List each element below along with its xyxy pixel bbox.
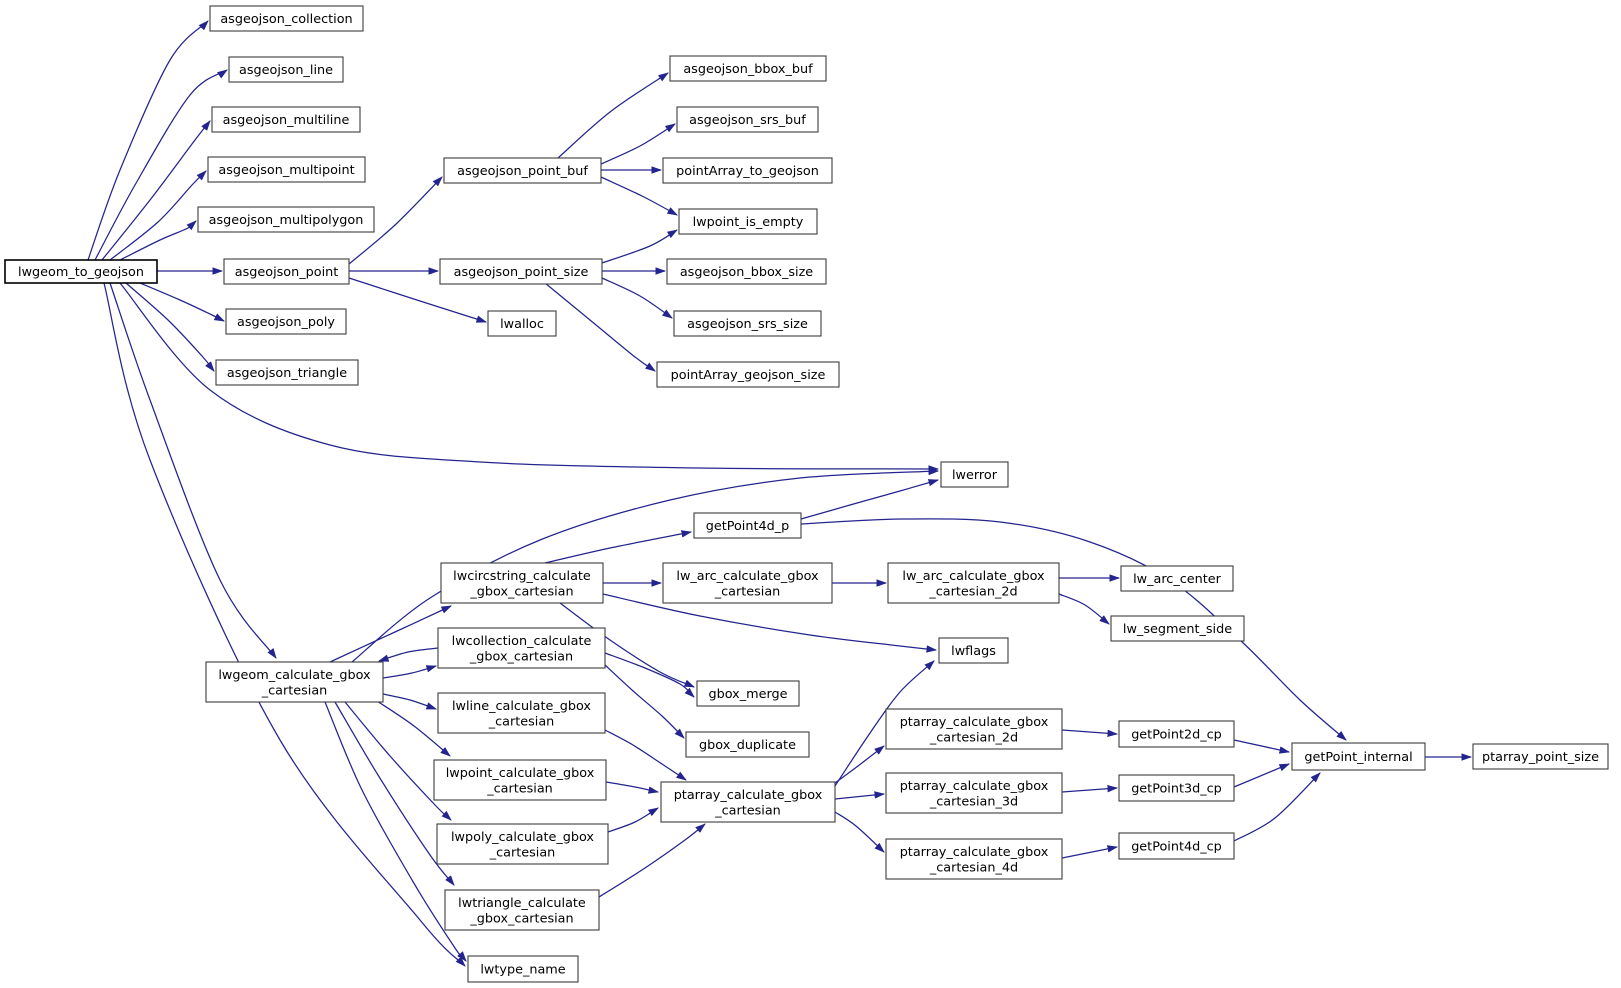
node-label-gbox_duplicate (699, 738, 796, 753)
node-label-line: getPoint4d_cp (1131, 839, 1222, 855)
node-label-line: _cartesian (489, 845, 556, 861)
edge-lwgeom_to_geojson-to-asgeojson_poly (140, 283, 224, 321)
node-label-line: asgeojson_poly (237, 315, 335, 330)
node-asgeojson_multiline[interactable] (212, 107, 360, 132)
node-ptarray_calculate_gbox_cartesian_2d[interactable] (886, 709, 1062, 749)
edge-asgeojson_point-to-lwalloc (349, 278, 486, 322)
node-asgeojson_poly[interactable] (226, 309, 346, 334)
node-lw_arc_calculate_gbox_cartesian_2d[interactable] (888, 563, 1059, 603)
node-label-line: asgeojson_multipolygon (208, 213, 364, 228)
node-label-line: getPoint4d_p (705, 519, 790, 534)
edge-lwgeom_to_geojson-to-asgeojson_collection (88, 21, 208, 260)
node-label-asgeojson_multipoint (218, 163, 354, 178)
node-label-line: lwtype_name (480, 962, 566, 978)
node-getPoint2d_cp[interactable] (1119, 721, 1234, 747)
node-label-line: ptarray_point_size (1482, 750, 1599, 765)
node-asgeojson_triangle[interactable] (216, 360, 358, 385)
node-lwcollection_calculate_gbox_cartesian[interactable] (438, 628, 605, 668)
node-label-line: _cartesian_4d (929, 860, 1019, 876)
node-asgeojson_bbox_size[interactable] (667, 259, 826, 284)
edge-lwcollection_calculate_gbox_cartesian-to-gbox_duplicate (605, 665, 684, 738)
node-lwgeom_to_geojson (5, 260, 157, 283)
node-label-lwgeom_to_geojson (18, 265, 144, 280)
node-gbox_merge[interactable] (697, 681, 799, 706)
node-lwpoint_is_empty[interactable] (679, 209, 817, 234)
edge-ptarray_calculate_gbox_cartesian-to-ptarray_calculate_gbox_cartesian_4d (835, 812, 884, 852)
node-label-getPoint2d_cp (1131, 728, 1222, 743)
node-label-gbox_merge (708, 687, 787, 702)
node-label-asgeojson_triangle (227, 366, 347, 381)
node-label-line: getPoint_internal (1304, 750, 1413, 765)
node-label-line: asgeojson_line (239, 63, 333, 78)
edge-asgeojson_point_size-to-asgeojson_srs_size (602, 278, 672, 318)
node-label-line: asgeojson_bbox_size (679, 265, 814, 280)
node-lwpoint_calculate_gbox_cartesian[interactable] (434, 760, 606, 800)
node-label-lw_segment_side (1123, 622, 1232, 637)
edge-ptarray_calculate_gbox_cartesian_2d-to-getPoint2d_cp (1062, 730, 1117, 734)
node-label-getPoint_internal (1304, 750, 1412, 765)
node-label-getPoint4d_p (706, 519, 790, 534)
node-label-getPoint3d_cp (1131, 782, 1222, 797)
node-ptarray_calculate_gbox_cartesian_4d[interactable] (886, 839, 1062, 879)
node-label-line: lwflags (951, 644, 996, 659)
node-label-asgeojson_srs_size (687, 317, 808, 332)
node-lwline_calculate_gbox_cartesian[interactable] (438, 693, 605, 733)
node-lwalloc[interactable] (488, 311, 556, 336)
node-label-line: getPoint3d_cp (1131, 781, 1222, 797)
node-label-lwtriangle_calculate_gbox_cartesian (458, 896, 586, 927)
node-label-line: lwpoint_calculate_gbox (445, 765, 595, 781)
node-label-line: asgeojson_point (234, 265, 339, 280)
node-label-line: _gbox_cartesian (470, 584, 574, 600)
edge-lwcircstring_calculate_gbox_cartesian-to-getPoint4d_p (545, 532, 691, 563)
node-label-line: _cartesian (715, 803, 781, 819)
node-label-lwflags (951, 644, 996, 659)
edge-lwtriangle_calculate_gbox_cartesian-to-ptarray_calculate_gbox_cartesian (599, 824, 705, 897)
edge-lwgeom_to_geojson-to-asgeojson_multipolygon (120, 221, 196, 260)
node-label-lwtype_name (480, 963, 565, 978)
node-label-line: lwline_calculate_gbox (451, 698, 592, 714)
node-label-line: getPoint2d_cp (1131, 727, 1222, 743)
node-label-line: asgeojson_bbox_buf (683, 62, 813, 77)
node-label-lwcollection_calculate_gbox_cartesian (452, 634, 592, 665)
node-asgeojson_multipolygon[interactable] (198, 207, 374, 232)
edge-lwpoly_calculate_gbox_cartesian-to-ptarray_calculate_gbox_cartesian (608, 808, 658, 832)
node-label-line: _cartesian (487, 781, 553, 797)
node-lwcircstring_calculate_gbox_cartesian[interactable] (441, 563, 603, 603)
node-label-line: asgeojson_multipoint (218, 163, 355, 178)
edge-getPoint2d_cp-to-getPoint_internal (1234, 740, 1289, 752)
node-label-asgeojson_point (235, 265, 339, 280)
node-label-line: _gbox_cartesian (469, 649, 574, 665)
node-label-line: asgeojson_multiline (222, 113, 350, 128)
node-label-line: _gbox_cartesian (470, 911, 574, 927)
edge-getPoint4d_cp-to-getPoint_internal (1234, 773, 1320, 841)
node-getPoint4d_cp[interactable] (1119, 833, 1234, 859)
node-label-line: asgeojson_triangle (226, 366, 348, 381)
node-lw_segment_side[interactable] (1111, 616, 1244, 641)
node-pointArray_geojson_size[interactable] (657, 362, 839, 387)
node-lwtriangle_calculate_gbox_cartesian[interactable] (445, 890, 599, 930)
node-label-line: gbox_merge (708, 687, 788, 702)
node-ptarray_point_size[interactable] (1473, 744, 1608, 769)
edge-lwcollection_calculate_gbox_cartesian-to-lwgeom_calculate_gbox_cartesian (379, 648, 438, 661)
node-label-asgeojson_bbox_size (680, 265, 813, 280)
node-lwgeom_calculate_gbox_cartesian[interactable] (206, 662, 383, 702)
edge-ptarray_calculate_gbox_cartesian-to-ptarray_calculate_gbox_cartesian_2d (835, 746, 884, 783)
edge-lwgeom_to_geojson-to-asgeojson_multiline (102, 121, 210, 260)
node-label-line: gbox_duplicate (699, 738, 796, 753)
node-label-line: _cartesian_2d (929, 584, 1018, 600)
node-label-line: ptarray_calculate_gbox (673, 787, 823, 803)
edge-ptarray_calculate_gbox_cartesian-to-ptarray_calculate_gbox_cartesian_3d (835, 794, 884, 799)
node-label-line: lwcollection_calculate (451, 633, 592, 649)
node-label-line: asgeojson_srs_size (687, 317, 808, 332)
node-label-lwcircstring_calculate_gbox_cartesian (453, 569, 591, 600)
node-getPoint4d_p[interactable] (694, 513, 801, 538)
node-label-asgeojson_srs_buf (689, 113, 806, 128)
node-label-line: lwgeom_to_geojson (18, 265, 144, 280)
node-label-line: ptarray_calculate_gbox (899, 778, 1049, 794)
node-asgeojson_point[interactable] (224, 259, 349, 284)
node-label-asgeojson_line (239, 63, 333, 78)
node-label-line: lw_arc_calculate_gbox (902, 568, 1045, 584)
node-label-line: asgeojson_point_size (453, 265, 589, 280)
node-label-line: lw_segment_side (1122, 622, 1233, 637)
node-lw_arc_calculate_gbox_cartesian[interactable] (663, 563, 832, 603)
node-label-line: _cartesian (714, 584, 781, 600)
node-label-line: _cartesian (488, 714, 555, 730)
node-label-line: _cartesian_3d (929, 794, 1019, 810)
node-label-lwalloc (500, 317, 544, 332)
node-label-line: ptarray_calculate_gbox (899, 714, 1049, 730)
edge-getPoint3d_cp-to-getPoint_internal (1234, 764, 1289, 787)
node-label-getPoint4d_cp (1131, 840, 1222, 855)
node-label-line: lwalloc (500, 317, 544, 332)
node-label-asgeojson_point_size (454, 265, 589, 280)
node-label-asgeojson_point_buf (457, 164, 588, 179)
node-label-asgeojson_poly (237, 315, 335, 330)
node-label-pointArray_to_geojson (676, 164, 819, 179)
edge-lwgeom_calculate_gbox_cartesian-to-lwline_calculate_gbox_cartesian (383, 694, 436, 709)
node-label-line: asgeojson_collection (220, 12, 353, 27)
node-label-line: _cartesian_2d (929, 730, 1019, 746)
edge-asgeojson_point_size-to-lwpoint_is_empty (602, 230, 677, 263)
node-label-asgeojson_multiline (223, 113, 350, 128)
node-label-lwpoint_is_empty (693, 215, 804, 230)
node-label-line: pointArray_geojson_size (670, 368, 826, 383)
node-label-ptarray_point_size (1482, 750, 1599, 765)
node-ptarray_calculate_gbox_cartesian_3d[interactable] (886, 773, 1062, 813)
edge-asgeojson_point_size-to-pointArray_geojson_size (545, 283, 655, 371)
node-asgeojson_point_size[interactable] (440, 259, 602, 284)
node-asgeojson_line[interactable] (229, 57, 343, 82)
node-lwtype_name[interactable] (468, 956, 578, 982)
node-lwflags[interactable] (939, 638, 1008, 663)
edge-lwcollection_calculate_gbox_cartesian-to-gbox_merge (605, 653, 694, 697)
node-asgeojson_collection[interactable] (210, 6, 363, 31)
edge-lwgeom_to_geojson-to-lwgeom_calculate_gbox_cartesian (110, 283, 276, 658)
node-getPoint_internal[interactable] (1292, 743, 1425, 770)
node-label-line: lw_arc_calculate_gbox (676, 568, 819, 584)
node-lwpoly_calculate_gbox_cartesian[interactable] (437, 824, 608, 864)
node-label-lwerror (952, 468, 998, 483)
node-ptarray_calculate_gbox_cartesian[interactable] (661, 782, 835, 822)
node-label-line: _cartesian (261, 683, 328, 699)
node-label-lw_arc_center (1133, 572, 1222, 587)
edge-getPoint4d_p-to-lwerror (801, 480, 938, 519)
node-label-line: asgeojson_point_buf (457, 164, 588, 179)
edge-lwpoint_calculate_gbox_cartesian-to-ptarray_calculate_gbox_cartesian (606, 782, 658, 792)
node-gbox_duplicate[interactable] (686, 732, 809, 757)
node-label-line: lwgeom_calculate_gbox (218, 667, 371, 683)
node-label-line: pointArray_to_geojson (676, 164, 819, 179)
edge-lw_arc_calculate_gbox_cartesian_2d-to-lw_segment_side (1059, 594, 1109, 624)
edge-ptarray_calculate_gbox_cartesian_4d-to-getPoint4d_cp (1062, 847, 1117, 858)
edge-ptarray_calculate_gbox_cartesian_3d-to-getPoint3d_cp (1062, 788, 1117, 792)
node-label-line: lwpoint_is_empty (692, 215, 804, 230)
edge-lwgeom_to_geojson-to-asgeojson_multipoint (110, 171, 206, 260)
node-label-line: lwerror (951, 468, 998, 483)
node-label-line: lw_arc_center (1133, 572, 1221, 587)
node-label-line: lwcircstring_calculate (453, 568, 591, 584)
edge-lwgeom_calculate_gbox_cartesian-to-lwcircstring_calculate_gbox_cartesian (330, 606, 451, 662)
node-asgeojson_srs_size[interactable] (674, 311, 821, 336)
node-label-asgeojson_collection (220, 12, 352, 27)
node-label-pointArray_geojson_size (671, 368, 826, 383)
node-getPoint3d_cp[interactable] (1119, 775, 1234, 801)
node-label-asgeojson_bbox_buf (683, 62, 813, 77)
node-label-asgeojson_multipolygon (209, 213, 364, 228)
node-asgeojson_bbox_buf[interactable] (670, 56, 826, 81)
node-label-line: lwtriangle_calculate (458, 895, 586, 911)
node-asgeojson_srs_buf[interactable] (677, 107, 818, 132)
node-lwerror[interactable] (941, 462, 1008, 487)
edge-lwline_calculate_gbox_cartesian-to-ptarray_calculate_gbox_cartesian (605, 730, 686, 780)
edge-getPoint4d_p-to-getPoint_internal (801, 519, 1346, 740)
node-pointArray_to_geojson[interactable] (663, 158, 832, 183)
edge-lwgeom_calculate_gbox_cartesian-to-lwcollection_calculate_gbox_cartesian (383, 666, 436, 678)
node-lw_arc_center[interactable] (1121, 566, 1233, 591)
node-asgeojson_multipoint[interactable] (208, 157, 365, 182)
node-label-line: ptarray_calculate_gbox (899, 844, 1049, 860)
node-label-line: asgeojson_srs_buf (689, 113, 806, 128)
node-asgeojson_point_buf[interactable] (444, 158, 601, 183)
edge-asgeojson_point_buf-to-asgeojson_bbox_buf (558, 73, 668, 158)
node-label-line: lwpoly_calculate_gbox (450, 829, 595, 845)
